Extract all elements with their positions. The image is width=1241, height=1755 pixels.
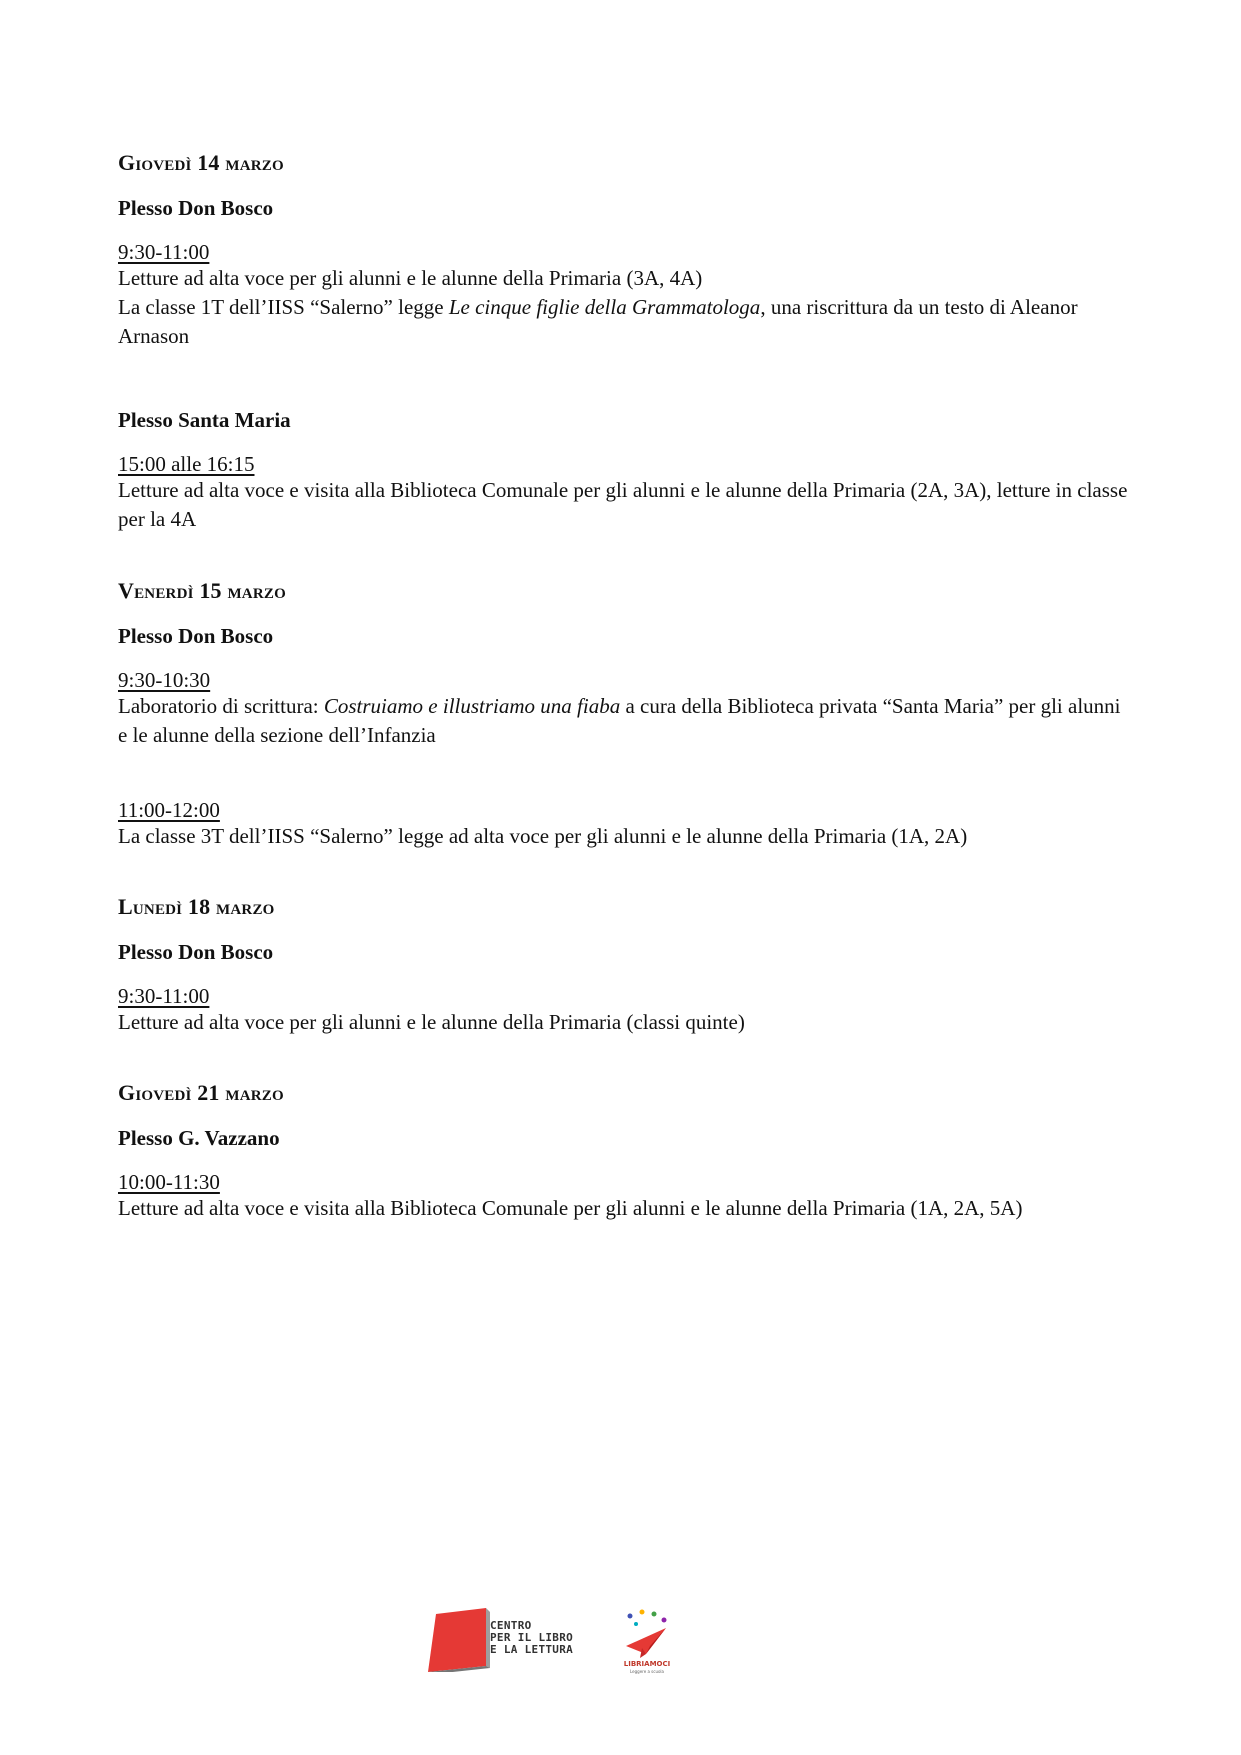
- session-time: 9:30-10:30: [118, 668, 211, 692]
- plesso-heading: Plesso Santa Maria: [118, 408, 291, 432]
- session-time: 10:00-11:30: [118, 1170, 220, 1194]
- session-description: La classe 3T dell’IISS “Salerno” legge ad alta voce per gli alunni e le alunne della Primaria (1A, 2A): [118, 824, 968, 848]
- session-time: 9:30-11:00: [118, 984, 210, 1008]
- session-description: Letture ad alta voce per gli alunni e le alunne della Primaria (3A, 4A) La classe 1T dell’IISS “Salerno” legge Le cinque figlie della Grammatologa, una riscrittura da un testo di Aleanor Arnason: [118, 266, 1078, 348]
- day-heading: Giovedì 21 marzo: [118, 1080, 284, 1105]
- libriamoci-logo-text: LIBRIAMOCI: [623, 1660, 671, 1668]
- session-time: 11:00-12:00: [118, 798, 220, 822]
- plesso-heading: Plesso Don Bosco: [118, 196, 274, 220]
- session-description: Letture ad alta voce e visita alla Biblioteca Comunale per gli alunni e le alunne della Primaria (2A, 3A), letture in classe per la 4A: [118, 478, 1128, 531]
- footer-logos: [428, 1608, 688, 1688]
- plesso-heading: Plesso G. Vazzano: [118, 1126, 280, 1150]
- day-heading: Venerdì 15 marzo: [118, 578, 286, 603]
- session-description: Laboratorio di scrittura: Costruiamo e illustriamo una fiaba a cura della Biblioteca privata “Santa Maria” per gli alunni e le alunne della sezione dell’Infanzia: [118, 694, 1121, 747]
- day-heading: Lunedì 18 marzo: [118, 894, 275, 919]
- day-heading: Giovedì 14 marzo: [118, 150, 284, 175]
- session-description: Letture ad alta voce e visita alla Biblioteca Comunale per gli alunni e le alunne della Primaria (1A, 2A, 5A): [118, 1196, 1023, 1220]
- session-description: Letture ad alta voce per gli alunni e le alunne della Primaria (classi quinte): [118, 1010, 745, 1034]
- plesso-heading: Plesso Don Bosco: [118, 624, 274, 648]
- libriamoci-logo-subtitle: Leggere a scuola: [630, 1669, 664, 1674]
- plesso-heading: Plesso Don Bosco: [118, 940, 274, 964]
- centro-libro-logo-text: CENTRO PER IL LIBRO E LA LETTURA: [490, 1619, 574, 1656]
- session-time: 9:30-11:00: [118, 240, 210, 264]
- session-time: 15:00 alle 16:15: [118, 452, 255, 476]
